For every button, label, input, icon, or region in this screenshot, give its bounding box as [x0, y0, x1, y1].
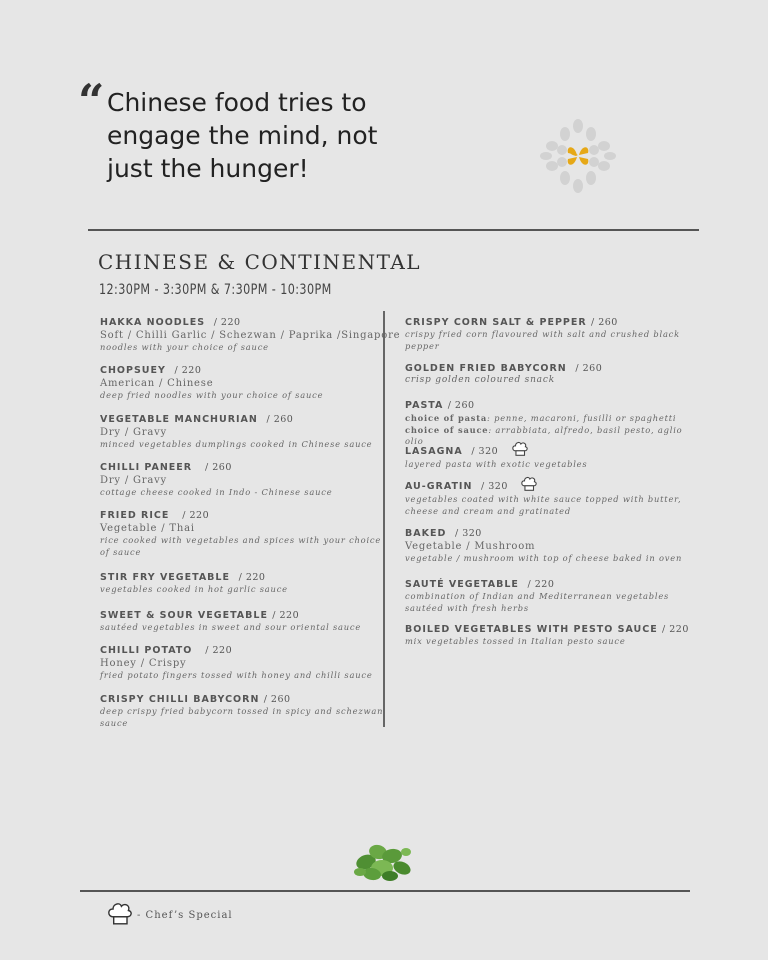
item-description: combination of Indian and Mediterranean vegetables sautéed with fresh herbs — [405, 591, 670, 613]
item-description: noodles with your choice of sauce — [100, 342, 269, 352]
item-name: BOILED VEGETABLES WITH PESTO SAUCE — [405, 624, 658, 635]
menu-item-hakka-noodles — [100, 317, 401, 354]
item-description: deep fried noodles with your choice of sauce — [100, 390, 324, 400]
item-price: / 220 — [527, 579, 555, 590]
section-title: CHINESE & CONTINENTAL — [98, 250, 422, 274]
item-price: / 220 — [182, 510, 210, 521]
pasta-choice — [405, 413, 690, 425]
menu-item-au-gratin — [405, 475, 690, 517]
item-description: crispy fried corn flavoured with salt and crushed black pepper — [405, 329, 680, 351]
item-name: SWEET & SOUR VEGETABLE — [100, 610, 268, 621]
item-name: CHOPSUEY — [100, 365, 166, 376]
chef-hat-icon — [106, 900, 134, 928]
item-price: / 260 — [263, 694, 291, 705]
item-price: / 260 — [590, 317, 618, 328]
herb-garnish-icon — [352, 838, 414, 884]
menu-item-crispy-corn-salt-pepper — [405, 317, 690, 352]
menu-item-chilli-paneer — [100, 462, 385, 499]
item-description: vegetables coated with white sauce topped with butter, cheese and cream and gratinated — [405, 494, 682, 516]
menu-item-saute-vegetable — [405, 579, 690, 614]
pasta-choice-label: choice of pasta — [405, 413, 488, 423]
item-name: BAKED — [405, 528, 447, 539]
item-name: STIR FRY VEGETABLE — [100, 572, 230, 583]
item-name: AU-GRATIN — [405, 481, 473, 492]
menu-item-chopsuey — [100, 365, 385, 402]
item-description: fried potato fingers tossed with honey and chilli sauce — [100, 670, 373, 680]
item-description: vegetable / mushroom with top of cheese baked in oven — [405, 553, 683, 563]
item-description: crisp golden coloured snack — [405, 375, 555, 385]
section-hours: 12:30PM - 3:30PM & 7:30PM - 10:30PM — [99, 282, 332, 298]
item-name: CHILLI PANEER — [100, 462, 193, 473]
menu-item-vegetable-manchurian — [100, 414, 385, 451]
item-price: / 260 — [205, 462, 232, 473]
item-options: Dry / Gravy — [100, 475, 168, 486]
item-price: / 260 — [447, 400, 475, 411]
item-description: cottage cheese cooked in Indo - Chinese sauce — [100, 487, 333, 497]
item-name: CRISPY CHILLI BABYCORN — [100, 694, 260, 705]
item-name: SAUTÉ VEGETABLE — [405, 579, 519, 590]
sauce-choice-text: : arrabbiata, alfredo, basil pesto, aglio olio — [405, 424, 683, 446]
item-description: layered pasta with exotic vegetables — [405, 459, 588, 469]
menu-item-stir-fry-vegetable — [100, 572, 385, 596]
menu-item-lasagna — [405, 440, 690, 471]
item-name: HAKKA NOODLES — [100, 317, 206, 328]
item-description: deep crispy fried babycorn tossed in spicy and schezwan sauce — [100, 706, 384, 728]
item-price: / 320 — [481, 481, 508, 492]
item-description: rice cooked with vegetables and spices with your choice of sauce — [100, 535, 382, 557]
menu-item-crispy-chilli-babycorn — [100, 694, 385, 729]
item-options: Honey / Crispy — [100, 658, 187, 669]
item-description: mix vegetables tossed in Italian pesto sauce — [405, 636, 626, 646]
quote-mark: “ — [78, 74, 105, 128]
menu-item-sweet-sour-vegetable — [100, 610, 385, 634]
item-description: vegetables cooked in hot garlic sauce — [100, 584, 288, 594]
item-price: / 220 — [205, 645, 233, 656]
item-name: PASTA — [405, 400, 444, 411]
pasta-choice-text: : penne, macaroni, fusilli or spaghetti — [487, 413, 677, 423]
item-options: American / Chinese — [100, 378, 214, 389]
chef-special-legend: - Chef’s Special — [137, 910, 233, 921]
item-price: / 320 — [471, 446, 499, 457]
item-name: FRIED RICE — [100, 510, 170, 521]
chef-hat-icon — [520, 475, 538, 493]
item-price: / 220 — [272, 610, 300, 621]
quote-text: Chinese food tries to engage the mind, not just the hunger! — [107, 88, 378, 183]
item-options: Vegetable / Mushroom — [405, 541, 536, 552]
item-name: LASAGNA — [405, 446, 463, 457]
menu-item-chilli-potato — [100, 645, 385, 682]
item-options: Vegetable / Thai — [100, 523, 195, 534]
item-name: VEGETABLE MANCHURIAN — [100, 414, 258, 425]
sauce-choice-label: choice of sauce — [405, 424, 489, 435]
top-divider — [88, 229, 699, 231]
menu-item-golden-fried-babycorn — [405, 363, 690, 387]
item-price: / 260 — [266, 414, 294, 425]
item-name: CHILLI POTATO — [100, 645, 193, 656]
item-description: sautéed vegetables in sweet and sour oriental sauce — [100, 622, 362, 632]
item-options: Soft / Chilli Garlic / Schezwan / Paprika /Singapore — [100, 330, 401, 341]
menu-item-boiled-vegetables-pesto — [405, 624, 690, 648]
menu-item-baked — [405, 528, 690, 565]
item-price: / 220 — [213, 317, 241, 328]
menu-item-fried-rice — [100, 510, 385, 558]
item-price: / 220 — [174, 365, 202, 376]
item-options: Dry / Gravy — [100, 427, 168, 438]
chef-hat-icon — [511, 440, 529, 458]
item-price: / 320 — [454, 528, 482, 539]
flower-ornament-icon — [538, 118, 618, 194]
item-price: / 220 — [238, 572, 266, 583]
item-description: minced vegetables dumplings cooked in Chinese sauce — [100, 439, 373, 449]
item-name: CRISPY CORN SALT & PEPPER — [405, 317, 587, 328]
item-price: / 260 — [575, 363, 603, 374]
bottom-divider — [80, 890, 690, 892]
item-price: / 220 — [662, 624, 689, 635]
item-name: GOLDEN FRIED BABYCORN — [405, 363, 567, 374]
